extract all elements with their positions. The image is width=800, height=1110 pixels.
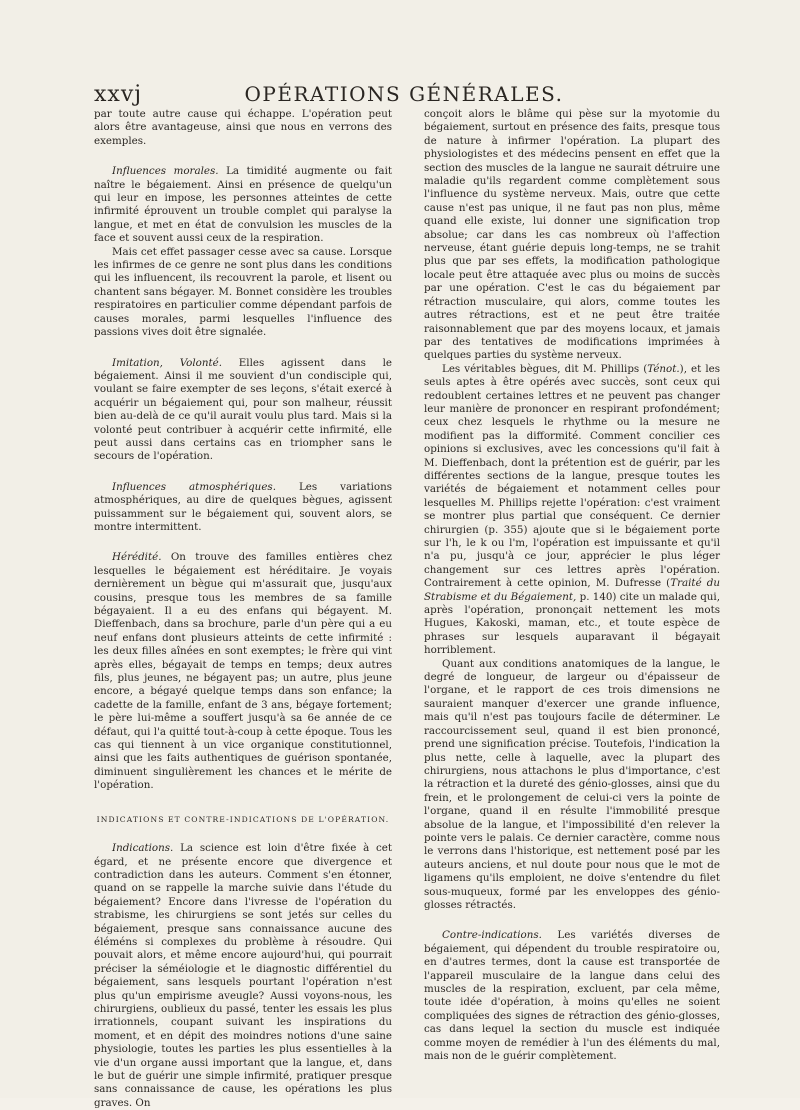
paragraph-text: On trouve des familles entières chez lesquelles le bégaiement est héréditaire. Je voyais dernièrement un bègue qui m'assurait que, jusqu'aux cousins, presque tous les membres de sa famille bégayaient. Il a eu des enfans qui bégayent. M. Dieffenbach, dans sa brochure, parle d'un père qui a eu neuf enfans dont plusieurs atteints de cette infirmité : les deux filles aînées en sont exemptes; le frère qui vint après elles, bégayait de temps en temps; deux autres fils, plus jeunes, ne bégayent pas; un autre, plus jeune encore, a bégayé quelque temps dans son enfance; la cadette de la famille, enfant de 3 ans, bégaye fortement; le père lui-même a souffert jusqu'à sa 6e année de ce défaut, qui l'a quitté tout-à-coup à cette époque. Tous les cas qui tiennent à un vice organique constitutionnel, ainsi que les faits authentiques de guérison spontanée, diminuent singulièrement les chances et le mérite de l'opération.	[94, 551, 392, 792]
paragraph-lead: Influences atmosphériques.	[112, 480, 276, 493]
paragraph-heredite	[94, 551, 392, 792]
paragraph-influences-atmospheriques	[94, 481, 392, 535]
paragraph-text: La science est loin d'être fixée à cet égard, et ne présente encore que divergence et contradiction dans les auteurs. Comment s'en étonner, quand on se rappelle la marche suivie dans l'étude du bégaiement? Encore dans l'ivresse de l'opération du strabisme, les chirurgiens se sont jetés sur celles du bégaiement, presque sans connaissance aucune des éléméns si complexes du problème à résoudre. Qui pouvait alors, et même encore aujourd'hui, qui pourrait préciser la séméiologie et le diagnostic différentiel du bégaiement, sans lesquels pourtant l'opération n'est plus qu'un empirisme aveugle? Aussi voyons-nous, les chirurgiens, oublieux du passé, tenter les essais les plus irrationnels, coupant suivant les inspirations du moment, et en dépit des moindres notions d'une saine physiologie, toutes les parties les plus essentielles à la vie d'un organe aussi important que la langue, et, dans le but de guérir une simple infirmité, pratiquer presque sans connaissance de cause, les opérations les plus graves. On	[94, 842, 392, 1109]
paragraph-text: Les variations atmosphériques, au dire de quelques bègues, agissent puissamment sur le bégaiement qui, souvent alors, se montre intermittent.	[94, 480, 392, 533]
citation-italic: Traité du Strabisme et du Bégaiement,	[424, 577, 720, 603]
paragraph-lead: Imitation, Volonté.	[112, 356, 223, 369]
paragraph-text: La timidité augmente ou fait naître le bégaiement. Ainsi en présence de quelqu'un qui leur en impose, les personnes atteintes de cette infirmité éprouvent un trouble complet qui paralyse la langue, et met en état de convulsion les muscles de la face et souvent aussi ceux de la respiration.	[94, 165, 393, 245]
left-column	[94, 108, 393, 1109]
paragraph: Quant aux conditions anatomiques de la langue, le degré de longueur, de largeur ou d'épaisseur de l'organe, et le rapport de ces trois dimensions ne sauraient manquer d'exercer une grande influence, mais qu'il n'est pas toujours facile de déterminer. Le raccourcissement seul, quand il est bien prononcé, prend une signification précise. Toutefois, l'indication la plus nette, celle à laquelle, avec la plupart des chirurgiens, nous attachons le plus d'importance, c'est la rétraction et la dureté des génio-glosses, ainsi que du frein, et le prolongement de celui-ci vers la pointe de l'organe, quand il en résulte l'immobilité presque absolue de la langue, et l'impossibilité d'en relever la pointe vers le palais. Ce dernier caractère, comme nous le verrons dans l'historique, est nettement posé par les auteurs anciens, et nul doute pour nous que le mot de ligamens qu'ils emploient, ne doive s'entendre du filet sous-muqueux, formé par les enveloppes des génio-glosses rétractés.	[424, 657, 720, 911]
paragraph-lead: Hérédité.	[112, 551, 162, 564]
paragraph-lead: Indications.	[112, 842, 174, 855]
paragraph: par toute autre cause qui échappe. L'opération peut alors être avantageuse, ainsi que nous en verrons des exemples.	[94, 108, 392, 147]
paragraph-text: Elles agissent dans le bégaiement. Ainsi il me souvient d'un condisciple qui, voulant se faire exempter de ses leçons, s'était exercé à acquérir un bégaiement qui, pour son malheur, réussit bien au-delà de ce qu'il aurait voulu plus tard. Mais si la volonté peut contribuer à acquérir cette infirmité, elle peut aussi dans certains cas en triompher sans le secours de l'opération.	[94, 356, 393, 463]
paragraph-imitation	[94, 357, 392, 464]
paragraph-lead: Influences morales.	[112, 165, 219, 178]
paragraph-text: p. 140) cite un malade qui, après l'opération, prononçait nettement les mots Hugues, Kakoski, maman, etc., et toute espèce de phrases sur lesquels auparavant il bégayait horriblement.	[424, 590, 720, 657]
citation-italic: Ténot.	[647, 362, 680, 375]
page-header	[94, 82, 714, 110]
paragraph-indications	[94, 842, 392, 1110]
paragraph-text: Les variétés diverses de bégaiement, qui dépendent du trouble respiratoire ou, en d'autres termes, dont la cause est transportée de l'appareil musculaire de la langue dans celui des muscles de la respiration, excluent, par cela même, toute idée d'opération, à moins qu'elles ne soient compliquées des signes de rétraction des génio-glosses, cas dans lequel la section du muscle est indiquée comme moyen de remédier à l'un des éléments du mal, mais non de le guérir complètement.	[424, 929, 720, 1063]
right-column	[424, 108, 720, 1068]
page-number: xxvj	[94, 82, 143, 107]
paragraph-lead: Contre-indications.	[442, 929, 542, 942]
paragraph: Mais cet effet passager cesse avec sa cause. Lorsque les infirmes de ce genre ne sont plus dans les conditions qui les influencent, ils recouvrent la parole, et lisent ou chantent sans bégayer. M. Bonnet considère les troubles respiratoires en particulier comme dépendant parfois de causes morales, parmi lesquelles l'influence des passions vives doit être signalée.	[94, 245, 392, 339]
paragraph-text: Les véritables bègues, dit M. Phillips (	[442, 362, 648, 375]
paragraph-contre-indications	[424, 929, 720, 1063]
section-heading: INDICATIONS ET CONTRE-INDICATIONS DE L'OPÉRATION.	[96, 814, 390, 824]
paragraph: conçoit alors le blâme qui pèse sur la myotomie du bégaiement, surtout en présence des faits, presque tous de nature à infirmer l'opération. La plupart des physiologistes et des médecins pensent en effet que la section des muscles de la langue ne saurait détruire une maladie qu'ils regardent comme complètement sous l'influence du système nerveux. Mais, outre que cette cause n'est pas unique, il ne faut pas non plus, même quand elle existe, lui donner une signification trop absolue; car dans les cas nombreux où l'affection nerveuse, étant guérie depuis long-temps, ne se trahit plus que par ses effets, la modification pathologique locale peut être attaquée avec plus ou moins de succès par une opération. C'est le cas du bégaiement par rétraction musculaire, qui alors, comme toutes les autres rétractions, est et ne peut être traitée raisonnablement que par des moyens locaux, et jamais par des tentatives de modifications imprimées à quelques parties du système nerveux.	[424, 108, 720, 362]
running-title: OPÉRATIONS GÉNÉRALES.	[244, 82, 564, 106]
paragraph-text: ), et les seuls aptes à être opérés avec succès, sont ceux qui redoublent certaines lettres et ne peuvent pas changer leur manière de prononcer en respirant profondément; ceux chez lesquels le rhythme ou la mesure ne modifient pas la difformité. Comment concilier ces opinions si exclusives, avec les concessions qu'il fait à M. Dieffenbach, dont la prétention est de guérir, par les différentes sections de la langue, presque toutes les variétés de bégaiement et notamment celles pour lesquelles M. Phillips rejette l'opération: c'est vraiment se montrer plus partial que conséquent. Ce dernier chirurgien (p. 355) ajoute que si le bégaiement porte sur l'h, le k ou l'm, l'opération est impuissante et qu'il n'a pu, jusqu'à ce jour, apprécier le plus léger changement sur ces lettres après l'opération. Contrairement à cette opinion, M. Dufresse (	[424, 362, 720, 590]
paragraph-influences-morales	[94, 165, 392, 245]
paragraph-phillips	[424, 363, 720, 658]
